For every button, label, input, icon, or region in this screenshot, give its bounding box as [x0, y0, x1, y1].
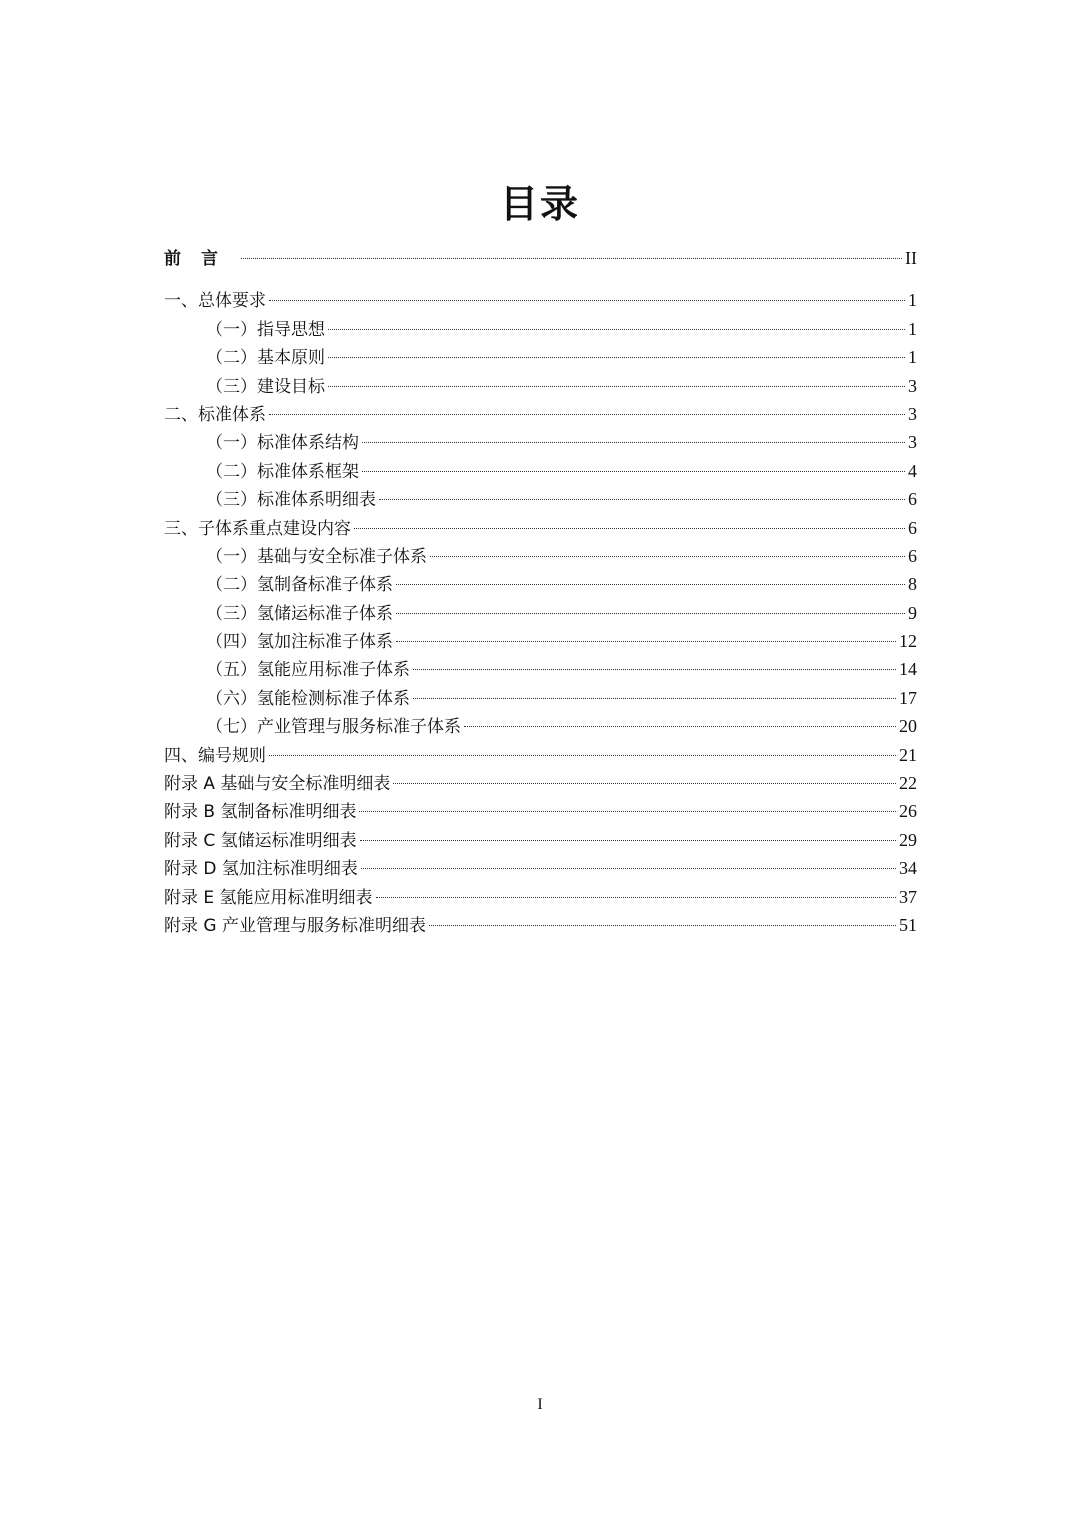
toc-dot-leader: [361, 868, 896, 869]
toc-entry[interactable]: [164, 826, 917, 854]
toc-dot-leader: [269, 755, 896, 756]
page-number: I: [537, 1396, 543, 1413]
toc-entry[interactable]: [164, 883, 917, 911]
toc-entry-page: 4: [908, 460, 917, 481]
toc-entry-label: （一）基础与安全标准子体系: [206, 546, 427, 567]
toc-entry-page: 3: [908, 375, 917, 396]
toc-entry-label: （二）氢制备标准子体系: [206, 575, 393, 596]
toc-dot-leader: [376, 897, 896, 898]
toc-entry-page: 8: [908, 574, 917, 595]
toc-entry-page: 51: [899, 914, 917, 935]
toc-entry-page: 1: [908, 318, 917, 339]
toc-dot-leader: [379, 499, 905, 500]
toc-entry-label: 一、总体要求: [164, 291, 266, 312]
toc-entry[interactable]: [164, 372, 917, 400]
toc-entry[interactable]: [164, 428, 917, 456]
page-title: 目录: [499, 182, 580, 226]
toc-entry-page: 6: [908, 489, 917, 510]
toc-dot-leader: [396, 584, 905, 585]
toc-entry-label: （七）产业管理与服务标准子体系: [206, 717, 461, 738]
toc-entry[interactable]: [164, 542, 917, 570]
toc-entry-label: （五）氢能应用标准子体系: [206, 660, 410, 681]
toc-entry-page: 3: [908, 432, 917, 453]
toc-entry-page: 9: [908, 602, 917, 623]
toc-entry-label: 前言: [164, 249, 238, 269]
toc-dot-leader: [241, 258, 902, 259]
toc-dot-leader: [354, 528, 905, 529]
toc-entry[interactable]: [164, 244, 917, 272]
toc-entry[interactable]: [164, 343, 917, 371]
toc-entry-label: 四、编号规则: [164, 745, 266, 766]
toc-entry-page: 3: [908, 403, 917, 424]
toc-entry-label: 附录 C 氢储运标准明细表: [164, 830, 357, 851]
toc-entry[interactable]: [164, 797, 917, 825]
toc-entry-label: 附录 A 基础与安全标准明细表: [164, 774, 391, 795]
toc-entry-label: （二）基本原则: [206, 348, 325, 369]
toc-dot-leader: [359, 811, 896, 812]
toc-dot-leader: [413, 669, 896, 670]
toc-entry[interactable]: [164, 457, 917, 485]
toc-entry-page: 21: [899, 744, 917, 765]
toc-entry-page: 6: [908, 517, 917, 538]
toc-entry-label: 附录 B 氢制备标准明细表: [164, 802, 357, 823]
toc-entry-label: （六）氢能检测标准子体系: [206, 688, 410, 709]
toc-entry[interactable]: [164, 570, 917, 598]
toc-entry-page: 14: [899, 659, 917, 680]
toc-entry[interactable]: [164, 400, 917, 428]
toc-dot-leader: [464, 726, 896, 727]
toc-entry-label: （四）氢加注标准子体系: [206, 632, 393, 653]
toc-entry-label: （三）标准体系明细表: [206, 490, 376, 511]
toc-dot-leader: [362, 471, 905, 472]
toc-entry-label: 附录 G 产业管理与服务标准明细表: [164, 915, 426, 936]
toc-entry-label: （一）标准体系结构: [206, 433, 359, 454]
toc-dot-leader: [393, 783, 896, 784]
toc-entry-page: 6: [908, 545, 917, 566]
toc-entry[interactable]: [164, 286, 917, 314]
toc-entry-page: 26: [899, 801, 917, 822]
toc-entry[interactable]: [164, 485, 917, 513]
toc-entry-label: （三）氢储运标准子体系: [206, 603, 393, 624]
toc-entry[interactable]: [164, 627, 917, 655]
toc-entry[interactable]: [164, 599, 917, 627]
toc-entry-label: （一）指导思想: [206, 319, 325, 340]
toc-entry-label: 附录 D 氢加注标准明细表: [164, 859, 358, 880]
toc-entry-page: 37: [899, 886, 917, 907]
toc-entry-page: 29: [899, 829, 917, 850]
toc-entry-page: 34: [899, 858, 917, 879]
toc-dot-leader: [360, 840, 896, 841]
toc-entry[interactable]: [164, 741, 917, 769]
toc-entry-page: 12: [899, 631, 917, 652]
toc-dot-leader: [396, 641, 896, 642]
toc-dot-leader: [328, 329, 905, 330]
toc-entry-page: 20: [899, 716, 917, 737]
toc-dot-leader: [269, 300, 905, 301]
toc-entry-label: 二、标准体系: [164, 404, 266, 425]
toc-dot-leader: [269, 414, 905, 415]
toc-entry-label: （二）标准体系框架: [206, 461, 359, 482]
toc-dot-leader: [396, 613, 905, 614]
toc-entry[interactable]: [164, 712, 917, 740]
toc-dot-leader: [430, 556, 905, 557]
toc-entry[interactable]: [164, 655, 917, 683]
toc-entry-label: 附录 E 氢能应用标准明细表: [164, 887, 373, 908]
toc-entry-label: 三、子体系重点建设内容: [164, 518, 351, 539]
toc-entry-page: 1: [908, 290, 917, 311]
table-of-contents: [164, 244, 917, 939]
toc-entry-page: II: [905, 248, 917, 268]
toc-entry-page: 22: [899, 773, 917, 794]
toc-entry[interactable]: [164, 769, 917, 797]
toc-entry[interactable]: [164, 684, 917, 712]
toc-dot-leader: [362, 442, 905, 443]
toc-dot-leader: [328, 357, 905, 358]
toc-entry-label: （三）建设目标: [206, 376, 325, 397]
toc-dot-leader: [429, 925, 896, 926]
toc-dot-leader: [328, 386, 905, 387]
toc-entry-page: 1: [908, 347, 917, 368]
toc-dot-leader: [413, 698, 896, 699]
toc-entry[interactable]: [164, 315, 917, 343]
toc-entry[interactable]: [164, 514, 917, 542]
toc-entry[interactable]: [164, 911, 917, 939]
toc-entry[interactable]: [164, 854, 917, 882]
toc-entry-page: 17: [899, 687, 917, 708]
